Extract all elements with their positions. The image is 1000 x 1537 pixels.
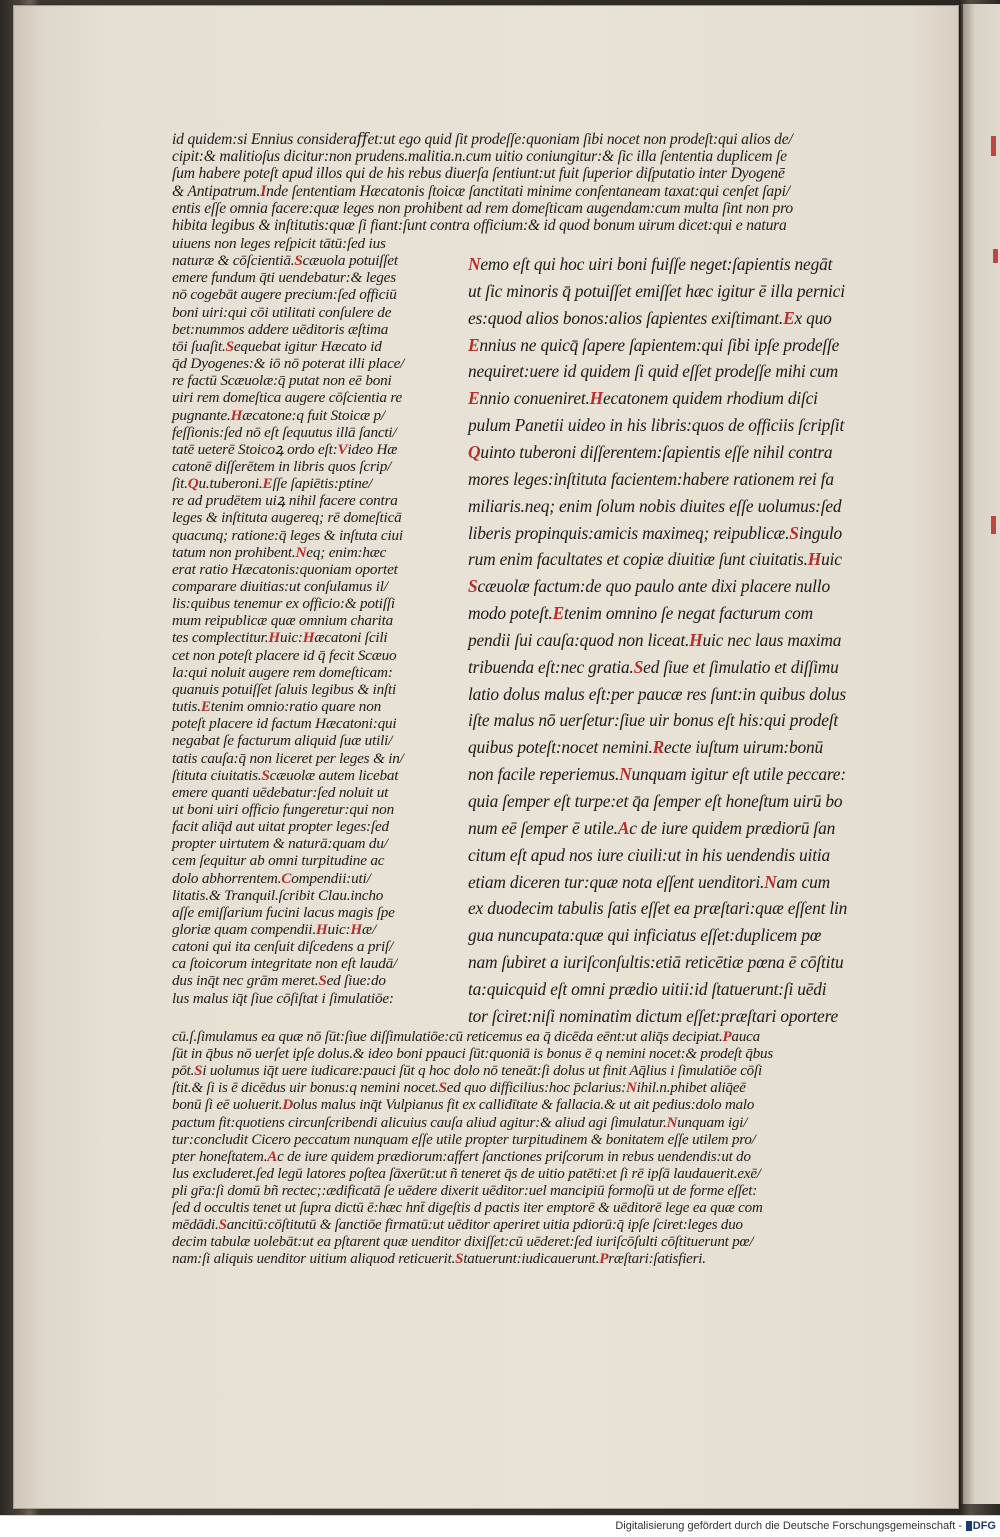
right-column-line: miliaris.neq; enim ſolum nobis diuites eſſe uolumus:ſed [468,495,842,516]
full-top-line: hibita legibus & inſtitutis:quæ ſi fiant:ſunt contra officium:& id quod bonum uirum dicet:qui e natura [172,217,787,234]
left-column-line: re factū Scæuolæ:q putat non eē boni [172,372,392,390]
full-top-line: cipit:& malitioſus dicitur:non prudens.malitia.n.cum uitio coniungitur:& ſic illa ſententia duplicem ſe [172,148,787,166]
bottom-line: pli gra:ſi domū bñ rectec;:ædificatā ſe uēdere dixerit uēditor:uel mancipiū formoſū ut de forme eſſet: [172,1182,758,1199]
right-column-line: non facile reperiemus.Nunquam igitur eſt utile peccare: [468,764,846,785]
left-column-line: facit aliqd aut uitat propter leges:ſed [172,818,389,836]
right-column-line: mores leges:inſtituta facientem:habere rationem rei fa [468,468,834,489]
right-column-line: quia ſemper eſt turpe:et qa ſemper eſt honeſtum uirū bo [468,791,843,811]
right-column-line: quibus poteſt:nocet nemini.Recte iuſtum uirum:bonū [468,737,824,758]
left-column-line: naturæ & cōſcientiā.Scæuola potuiſſet [172,252,398,270]
left-column-line: tatum non prohibent.Neq; enim:hæc [172,543,387,561]
right-column-line: modo poteſt.Etenim omnino ſe negat facturum com [468,603,813,624]
left-column-line: quacunq; ratione:q leges & inſtuta ciui [172,526,403,544]
left-column-line: tōi ſuaſit.Sequebat igitur Hæcato id [172,337,382,355]
left-column-line: ſit.Qu.tuberoni.Eſſe ſapiētis:ptine/ [172,475,373,493]
bottom-line: pter honeſtatem.Ac de iure quidem prædiorum:affert ſanctiones priſcorum in rebus uendendis:ut do [172,1148,751,1165]
right-column-line: liberis propinquis:amicis maximeq; reipublicæ.Singulo [468,522,842,543]
right-column-line: iſte malus nō uerſetur:ſiue uir bonus eſt his:qui prodeſt [468,710,838,731]
left-column-line: nō cogebāt augere precium:ſed officiū [172,286,397,304]
left-column-line: gloriæ quam compendii.Huic:Hæ/ [172,921,376,938]
right-column-line: tribuenda eſt:nec gratia.Sed ſiue et ſimulatio et diſſimu [468,656,839,677]
right-column-line: etiam diceren tur:quæ nota eſſent uenditori.Nam cum [468,871,830,892]
left-column-line: mum reipublicæ quæ omnium charita [172,612,394,630]
right-column-line: es:quod alios bonos:alios ſapientes exiſtimant.Ex quo [468,307,832,328]
right-column-line: Scæuolæ factum:de quo paulo ante dixi placere nullo [468,576,830,597]
right-column-line: tor ſciret:niſi nominatim dictum eſſet:præſtari oportere [468,1005,839,1026]
right-column-line: nequiret:uere id quidem ſi quid eſſet prodeſſe mihi cum [468,361,839,382]
left-column-line: tutis.Etenim omnio:ratio quare non [172,698,382,716]
left-column-line: la:qui noluit augere rem domeſticam: [172,663,393,681]
left-column-line: tatis cauſa:q non liceret per leges & in/ [172,749,404,767]
right-column-line: citum eſt apud nos iure ciuili:ut in his uendendis uitia [468,844,830,865]
left-column-line: erat ratio Hæcatonis:quoniam oportet [172,560,398,578]
left-column-line: leges & inſtituta augereq; rē domeſticā [172,509,402,527]
left-column-line: ſtituta ciuitatis.Scæuolæ autem licebat [172,766,399,784]
right-column-line: Ennio conueniret.Hecatonem quidem rhodium diſci [468,388,818,409]
left-column-line: uiuens non leges reſpicit tātū:ſed ius [172,235,386,252]
bottom-line: bonū ſi eē uoluerit.Dolus malus inqt Vulpianus fit ex callidītate & fallacia.& ut ait pedius:dolo malo [172,1097,755,1114]
full-top-line: entis eſſe omnia facere:quæ leges non prohibent ad rem domeſticam augendam:cum multa ſint non pro [172,199,794,217]
left-column-line: feſſionis:ſed nō eſt ſequutus illā ſancti/ [172,423,397,441]
right-column-line: latio dolus malus eſt:per paucæ res ſunt:in quibus dolus [468,683,846,704]
full-top-line: id quidem:si Ennius consideraﬀet:ut ego quid ſit prodeſſe:quoniam ſibi nocet non prodeſt:qui alios de/ [172,131,793,148]
left-column-line: qd Dyogenes:& iō nō poterat illi place/ [172,355,405,373]
right-column-line: Ennius ne quicq ſapere ſapientem:qui ſibi ipſe prodeſſe [468,334,840,355]
bottom-line: cū.ſ.ſimulamus ea quæ nō ſūt:ſiue diſſimulatiōe:cū reticemus ea q dicēda eēnt:ut aliqs decipiat.Pauca [172,1029,760,1045]
right-column-line: gua nuncupata:quæ qui inficiatus eſſet:duplicem pœ [468,925,822,946]
bottom-line: pactum fit:quotiens circunſcribendi alicuius cauſa aliud agitur:& aliud agi ſimulatur.Nunquam igi/ [172,1114,748,1131]
bottom-line: decim tabulæ uolebāt:ut ea pſtarent quæ uenditor dixiſſet:cū uēderet:ſed iuriſcōſulti cōſtituerunt pœ/ [172,1234,754,1251]
next-page-edge [961,4,1000,1504]
bottom-line: pōt.Si uolumus iqt uere iudicare:pauci ſūt q hoc dolo nō teneāt:ſi dolus ut finit Aqlius i ſimulatiōe cōſi [172,1063,762,1080]
left-column-line: tatē ueterē Stoicoꝝ ordo eſt:Video Hæ [172,440,398,458]
left-column-line: emere fundum qti uendebatur:& leges [172,269,396,287]
bottom-line: ſtit.& ſi is ē dicēdus uir bonus:q nemini nocet.Sed quo difficilius:hoc pclarius:Nihil.n.phibet aliqeē [172,1080,746,1097]
left-column-line: pugnante.Hæcatone:q fuit Stoicæ p/ [172,406,385,424]
dfg-logo-text: DFG [972,1520,996,1532]
edge-rubric-mark [991,516,996,534]
footer-credit: Digitalisierung gefördert durch die Deutsche Forschungsgemeinschaft - [615,1520,962,1532]
left-column-line: emere quanti uēdebatur:ſed noluit ut [172,783,389,801]
bottom-line: lus excluderet.ſed legū latores poſtea ſāxerūt:ut ñ teneret qs de uitio patēti:et ſi rē ipſā laudauerit.exē/ [172,1165,761,1182]
left-column-line: dus inqt nec grām meret.Sed ſiue:do [172,972,386,990]
left-column-line: quanuis potuiſſet ſaluis legibus & inſti [172,680,397,698]
left-column-line: dolo abhorrentem.Compendii:uti/ [172,869,371,887]
footer-bar [0,1515,1000,1537]
right-column-line: Nemo eſt qui hoc uiri boni fuiſſe neget:ſapientis negāt [468,254,833,274]
left-column-line: comparare diuitias:ut conſulamus il/ [172,578,388,595]
left-column-line: ut boni uiri officio fungeretur:qui non [172,800,394,818]
left-column-line: litatis.& Tranquil.ſcribit Clau.incho [172,886,384,904]
left-column-line: uiri rem domeſtica augere cōſcientia re [172,389,403,407]
right-column-line: rum enim facultates et copiæ diuitiæ ſunt ciuitatis.Huic [468,549,842,570]
left-column-line: cem ſequitur ab omni turpitudine ac [172,852,385,870]
bottom-line: tur:concludit Cicero peccatum nunquam eſſe utile propter turpitudinem & bonitatem eſſe utilem pro/ [172,1131,756,1148]
left-column-line: negabat ſe facturum aliquid ſuæ utili/ [172,732,393,750]
left-column-line: poteſt placere id factum Hæcatoni:qui [172,715,397,733]
left-column-line: catonē diſſerētem in libris quos ſcrip/ [172,457,392,475]
left-column-line: lus malus iqt ſiue cōſiſtat i ſimulatiōe: [172,989,394,1007]
left-column-line: bet:nummos addere uēditoris æſtima [172,320,389,338]
left-column-line: tes complectitur.Huic:Hæcatoni ſcili [172,629,388,647]
right-column-line: num eē ſemper ē utile.Ac de iure quidem prædiorū ſan [468,817,836,838]
right-column-line: ex duodecim tabulis ſatis eſſet ea præſtari:quæ eſſent lin [468,898,848,919]
dfg-logo [966,1519,996,1533]
edge-rubric-mark [993,249,998,263]
bottom-line: ſūt in qbus nō uerſet ipſe dolus.& ideo boni ppauci ſūt:quoniā is bonus ē q nemini nocet:& prodeſt qbus [172,1046,773,1063]
right-column-line: pulum Panetii uideo in his libris:quos de officiis ſcripſit [468,415,845,436]
edge-rubric-mark [991,136,996,156]
full-top-line: & Antipatrum.Inde ſententiam Hæcatonis ſtoicæ ſanctitati minime conſentaneam taxat:qui cenſet ſapi/ [172,182,790,200]
left-column-line: propter uirtutem & naturā:quam du/ [172,835,388,853]
right-column-line: pendii ſui cauſa:quod non liceat.Huic nec laus maxima [468,629,842,650]
full-top-line: ſum habere poteſt apud illos qui de his rebus diuerſa ſentiunt:ut fuit ſuperior diſputatio inter Dyogenē [172,165,785,183]
right-column-line: Quinto tuberoni diſſerentem:ſapientis eſſe nihil contra [468,441,833,462]
right-column-line: nam ſubiret a iuriſconſultis:etiā reticētiæ pœna ē cōſtitu [468,952,844,973]
bottom-line: nam:ſi aliquis uenditor uitium aliquod reticuerit.Statuerunt:iudicauerunt.Præſtari:ſatisfieri. [172,1251,706,1268]
right-column-line: ta:quicquid eſt omni prædio uitii:id ſtatuerunt:ſi uēdi [468,978,827,999]
left-column-line: ca ſtoicorum integritate non eſt laudā/ [172,955,398,973]
bottom-line: ſed d occultis tenet ut ſupra dictū ē:hæc hnt digeſtis d pactis iter emptorē & uēditorē lege ea quæ com [172,1200,763,1216]
left-column-line: re ad prudētem uiꝝ nihil facere contra [172,492,398,510]
left-column-line: lis:quibus tenemur ex officio:& potiſſi [172,595,395,613]
right-column-line: ut ſic minoris q potuiſſet emiſſet hæc igitur ē illa pernici [468,280,845,301]
left-column-line: cet non poteſt placere id q fecit Scæuo [172,646,397,664]
left-column-line: catoni qui ita cenſuit diſcedens a priſ/ [172,938,394,956]
left-column-line: boni uiri:qui cōi utilitati conſulere de [172,303,392,321]
left-column-line: aſſe emiſſarium fucini lacus magis ſpe [172,903,395,921]
bottom-line: mēdādi.Sancitū:cōſtitutū & ſanctiōe firmatū:ut uēditor aperiret uitia pdiorū:q ipſe ſciret:leges duo [172,1217,743,1234]
